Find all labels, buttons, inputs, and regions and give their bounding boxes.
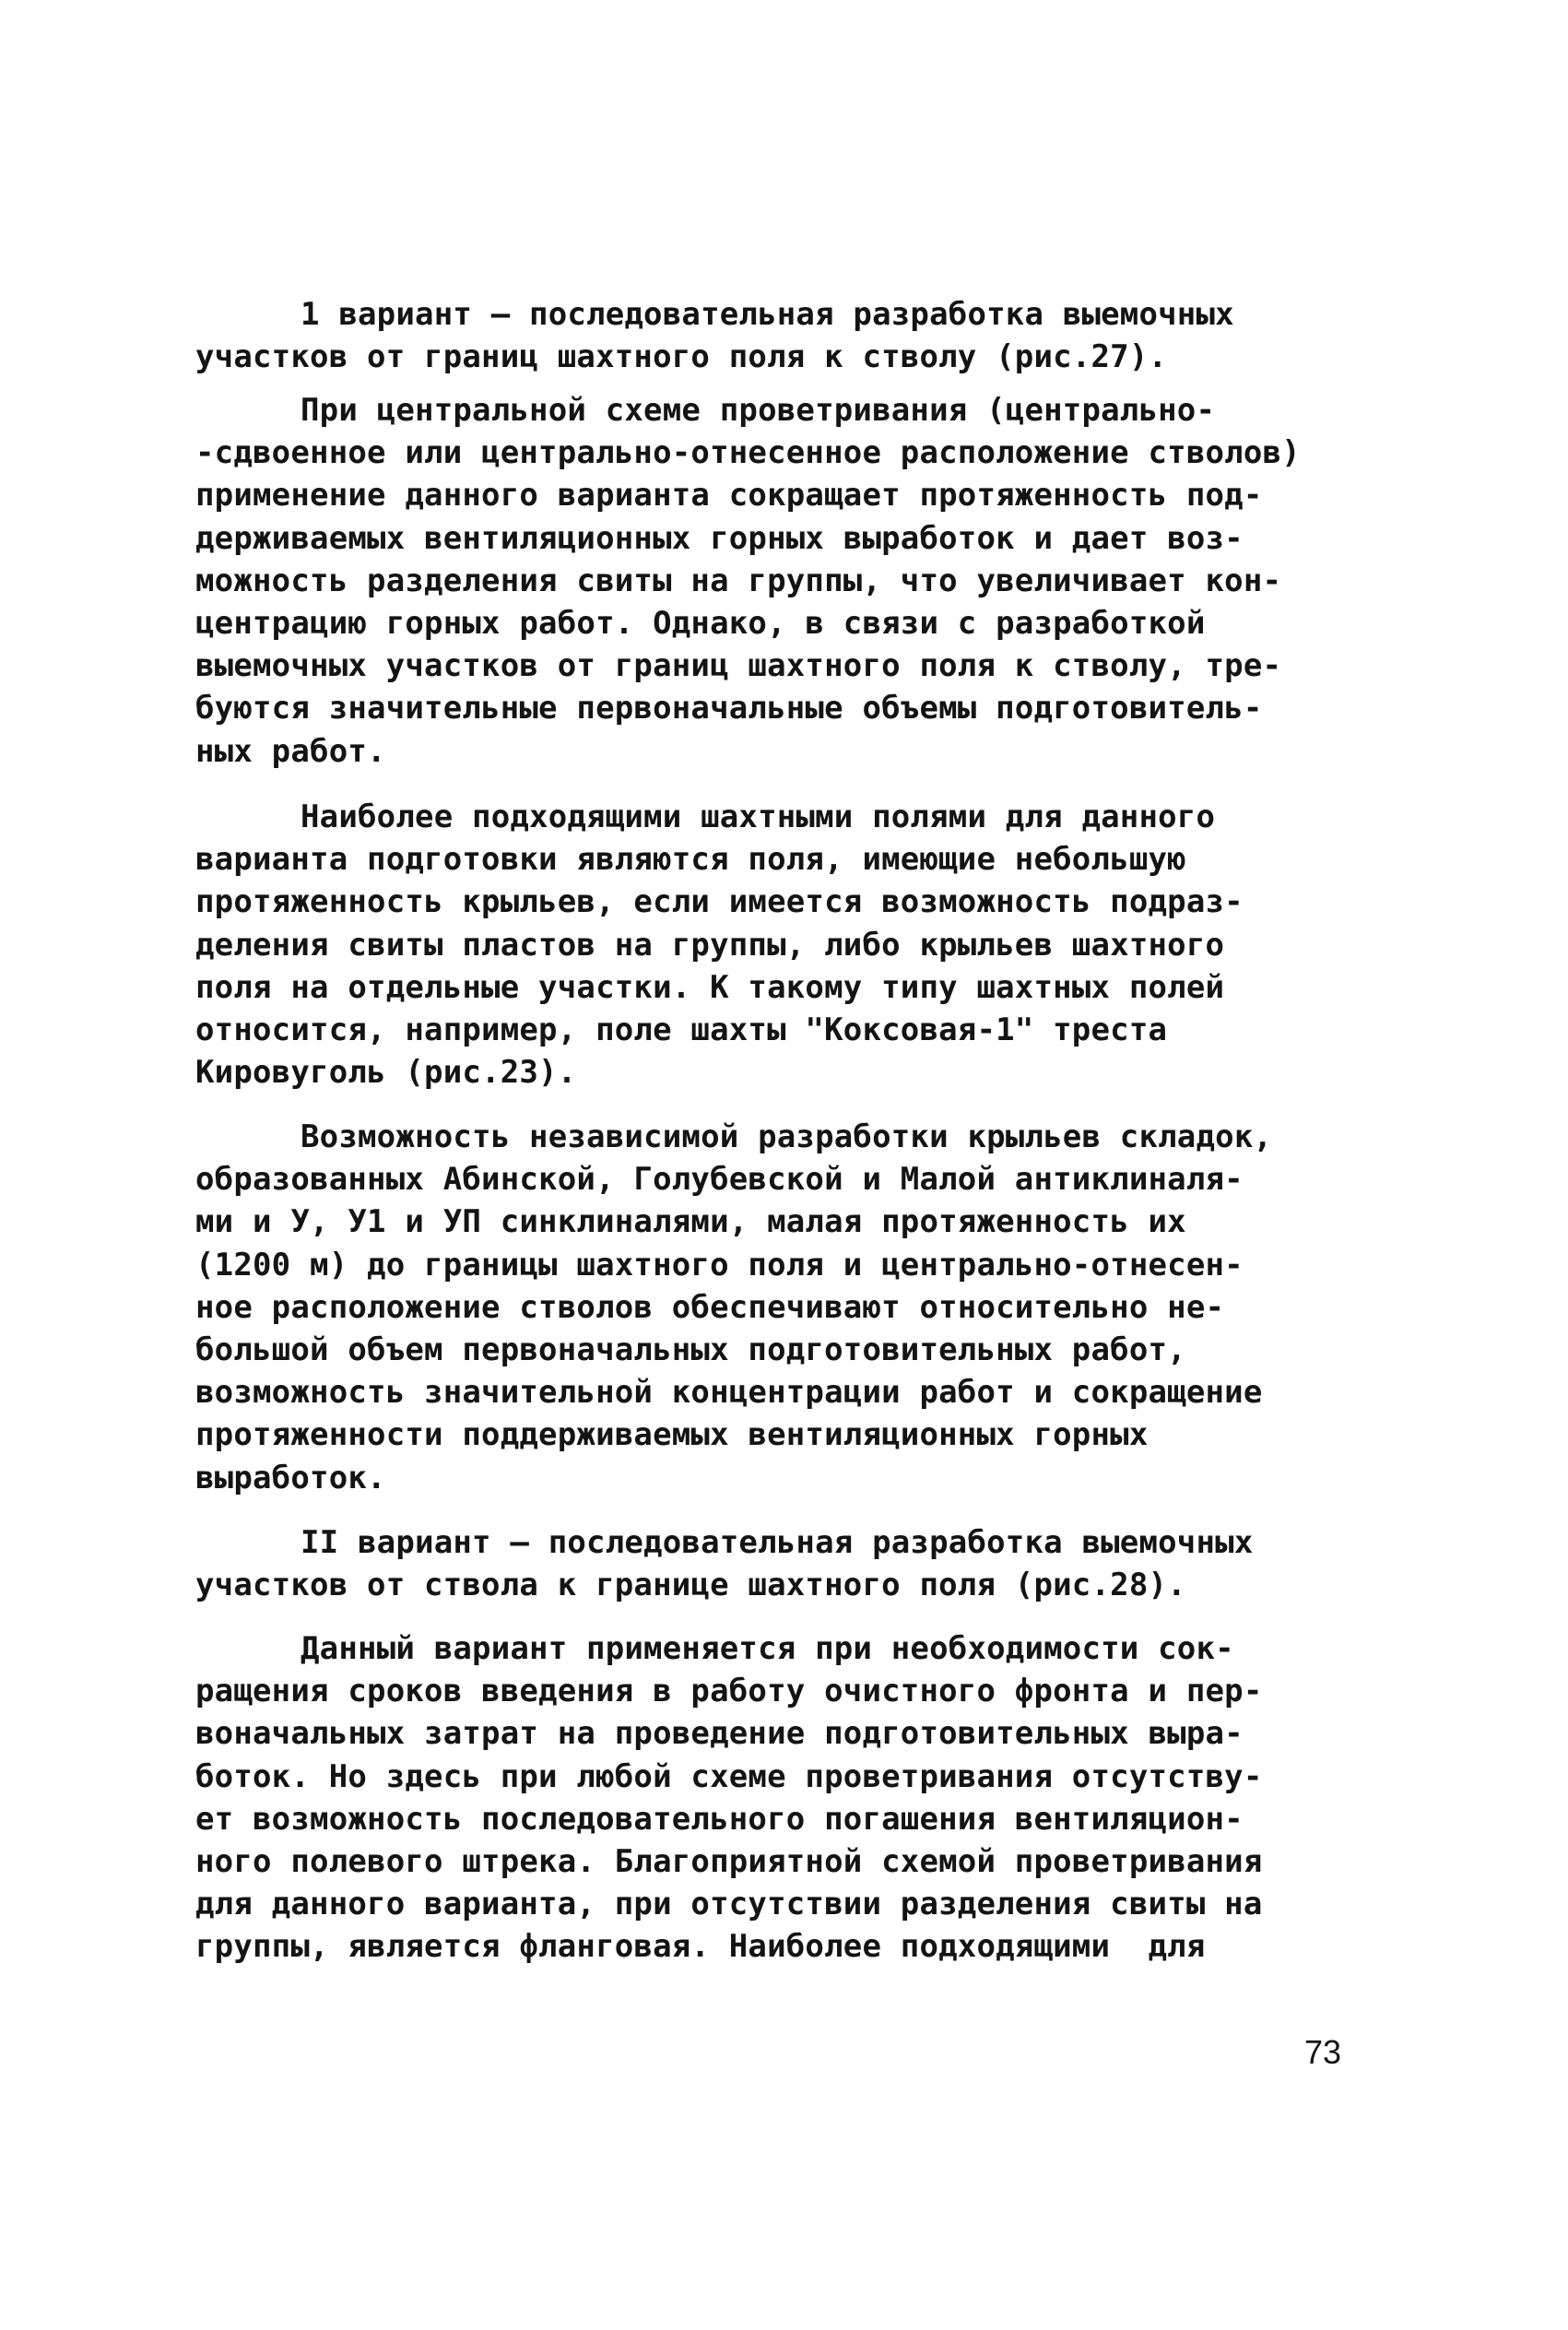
text-line: Кировуголь (рис.23). <box>195 1054 577 1092</box>
text-line: (1200 м) до границы шахтного поля и центрально-отнесен- <box>195 1246 1244 1283</box>
text-line: можность разделения свиты на группы, что увеличивает кон- <box>195 562 1282 599</box>
text-line: Данный вариант применяется при необходимости сок- <box>301 1630 1234 1667</box>
paragraph-variant-2-details <box>195 1627 1409 1969</box>
text-line: участков от границ шахтного поля к стволу (рис.27). <box>195 338 1168 376</box>
text-line: ми и У, У1 и УП синклиналями, малая протяженность их <box>195 1203 1186 1241</box>
paragraph-central-ventilation <box>195 389 1409 773</box>
text-line: воначальных затрат на проведение подготовительных выра- <box>195 1715 1244 1753</box>
text-line: Наиболее подходящими шахтными полями для данного <box>301 798 1216 835</box>
text-line: боток. Но здесь при любой схеме проветривания отсутству- <box>195 1757 1263 1795</box>
text-line: протяженность крыльев, если имеется возможность подраз- <box>195 883 1244 921</box>
text-line: для данного варианта, при отсутствии разделения свиты на <box>195 1886 1263 1923</box>
text-line: центрацию горных работ. Однако, в связи с разработкой <box>195 604 1206 642</box>
text-line: ных работ. <box>195 732 386 770</box>
text-line: группы, является фланговая. Наиболее подходящими для <box>195 1928 1206 1966</box>
paragraph-variant-1 <box>195 293 1409 378</box>
text-line: относится, например, поле шахты "Коксовая-1" треста <box>195 1011 1168 1048</box>
text-line: 1 вариант – последовательная разработка выемочных <box>301 296 1234 333</box>
text-line: деления свиты пластов на группы, либо крыльев шахтного <box>195 926 1225 964</box>
page-number: 73 <box>1304 2033 1342 2071</box>
text-line: выемочных участков от границ шахтного поля к стволу, тре- <box>195 647 1282 685</box>
text-line: держиваемых вентиляционных горных выработок и дает воз- <box>195 519 1244 557</box>
text-line: варианта подготовки являются поля, имеющие небольшую <box>195 841 1186 879</box>
text-line: применение данного варианта сокращает протяженность под- <box>195 477 1263 514</box>
text-line: При центральной схеме проветривания (центрально- <box>301 392 1216 429</box>
paragraph-independent-development <box>195 1116 1409 1499</box>
paragraph-suitable-fields <box>195 796 1409 1094</box>
text-line: большой объем первоначальных подготовительных работ, <box>195 1331 1186 1368</box>
text-line: выработок. <box>195 1459 386 1496</box>
text-line: поля на отдельные участки. К такому типу шахтных полей <box>195 968 1225 1006</box>
text-line: участков от ствола к границе шахтного поля (рис.28). <box>195 1567 1186 1604</box>
text-line: ращения сроков введения в работу очистного фронта и пер- <box>195 1673 1263 1710</box>
text-line: -сдвоенное или центрально-отнесенное расположение стволов) <box>195 434 1301 472</box>
paragraph-variant-2 <box>195 1521 1409 1606</box>
text-line: II вариант – последовательная разработка выемочных <box>301 1524 1254 1561</box>
text-line: ное расположение стволов обеспечивают относительно не- <box>195 1288 1225 1326</box>
text-line: ет возможность последовательного погашения вентиляцион- <box>195 1800 1244 1838</box>
text-line: Возможность независимой разработки крыльев складок, <box>301 1118 1273 1155</box>
text-line: образованных Абинской, Голубевской и Малой антиклиналя- <box>195 1161 1244 1199</box>
text-line: протяженности поддерживаемых вентиляционных горных <box>195 1416 1149 1454</box>
text-line: ного полевого штрека. Благоприятной схемой проветривания <box>195 1842 1263 1880</box>
text-line: возможность значительной концентрации работ и сокращение <box>195 1374 1263 1412</box>
text-line: буются значительные первоначальные объемы подготовитель- <box>195 690 1263 727</box>
